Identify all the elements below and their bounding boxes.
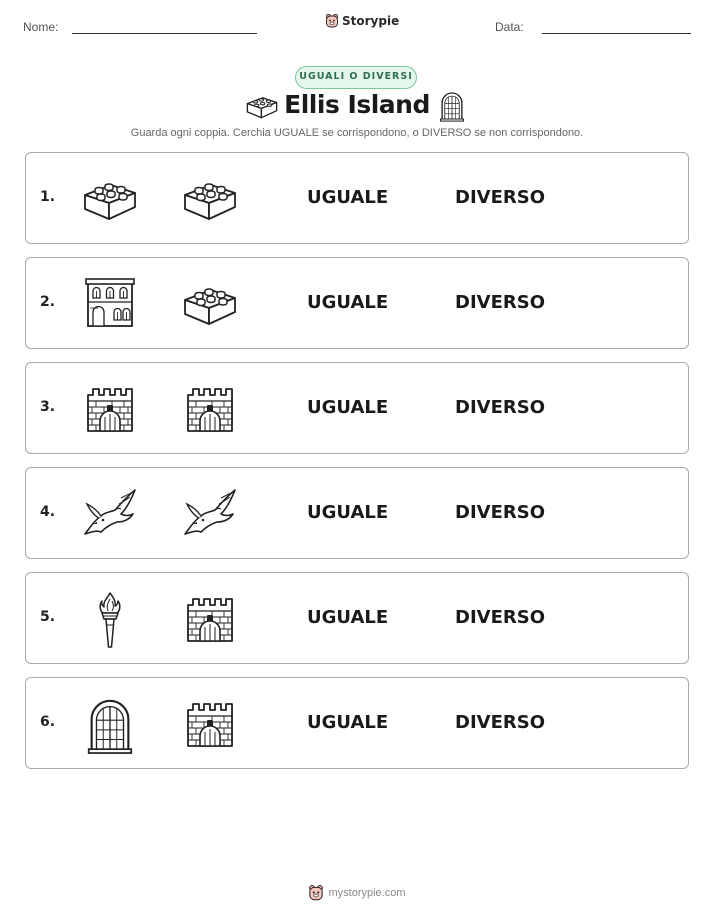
exercise-row bbox=[25, 362, 689, 454]
option-same[interactable]: UGUALE bbox=[307, 502, 389, 523]
footer bbox=[0, 884, 714, 902]
option-different[interactable]: DIVERSO bbox=[455, 397, 545, 418]
row-number: 1. bbox=[40, 189, 56, 205]
footer-url[interactable]: mystorypie.com bbox=[328, 887, 406, 899]
option-same[interactable]: UGUALE bbox=[307, 292, 389, 313]
arched-window-icon bbox=[439, 90, 465, 122]
row-number: 6. bbox=[40, 714, 56, 730]
exercise-row bbox=[25, 572, 689, 664]
castle-icon bbox=[181, 696, 239, 752]
seagull-icon bbox=[181, 486, 239, 542]
option-different[interactable]: DIVERSO bbox=[455, 292, 545, 313]
name-label: Nome: bbox=[23, 20, 59, 34]
row-number: 2. bbox=[40, 294, 56, 310]
brick-icon bbox=[181, 276, 239, 332]
building-icon bbox=[81, 276, 139, 332]
bear-icon bbox=[325, 13, 339, 29]
exercise-row bbox=[25, 152, 689, 244]
exercise-row bbox=[25, 677, 689, 769]
exercise-row bbox=[25, 467, 689, 559]
option-same[interactable]: UGUALE bbox=[307, 607, 389, 628]
date-line[interactable] bbox=[542, 33, 691, 34]
bear-icon bbox=[308, 884, 324, 902]
brand-logo bbox=[325, 13, 399, 29]
option-different[interactable]: DIVERSO bbox=[455, 502, 545, 523]
seagull-icon bbox=[81, 486, 139, 542]
worksheet-type-badge: UGUALI O DIVERSI bbox=[295, 66, 417, 89]
castle-icon bbox=[81, 381, 139, 437]
page-title: Ellis Island bbox=[284, 90, 430, 119]
option-same[interactable]: UGUALE bbox=[307, 397, 389, 418]
torch-icon bbox=[81, 591, 139, 647]
row-number: 3. bbox=[40, 399, 56, 415]
brick-icon bbox=[81, 171, 139, 227]
option-different[interactable]: DIVERSO bbox=[455, 187, 545, 208]
row-number: 5. bbox=[40, 609, 56, 625]
name-line[interactable] bbox=[72, 33, 257, 34]
brand-name: Storypie bbox=[342, 14, 400, 28]
option-different[interactable]: DIVERSO bbox=[455, 712, 545, 733]
brick-icon bbox=[181, 171, 239, 227]
option-same[interactable]: UGUALE bbox=[307, 187, 389, 208]
exercise-row bbox=[25, 257, 689, 349]
option-same[interactable]: UGUALE bbox=[307, 712, 389, 733]
date-label: Data: bbox=[495, 20, 524, 34]
castle-icon bbox=[181, 381, 239, 437]
instructions: Guarda ogni coppia. Cerchia UGUALE se corrispondono, o DIVERSO se non corrispondono. bbox=[130, 127, 584, 139]
arched-window-icon bbox=[81, 696, 139, 752]
castle-icon bbox=[181, 591, 239, 647]
option-different[interactable]: DIVERSO bbox=[455, 607, 545, 628]
row-number: 4. bbox=[40, 504, 56, 520]
